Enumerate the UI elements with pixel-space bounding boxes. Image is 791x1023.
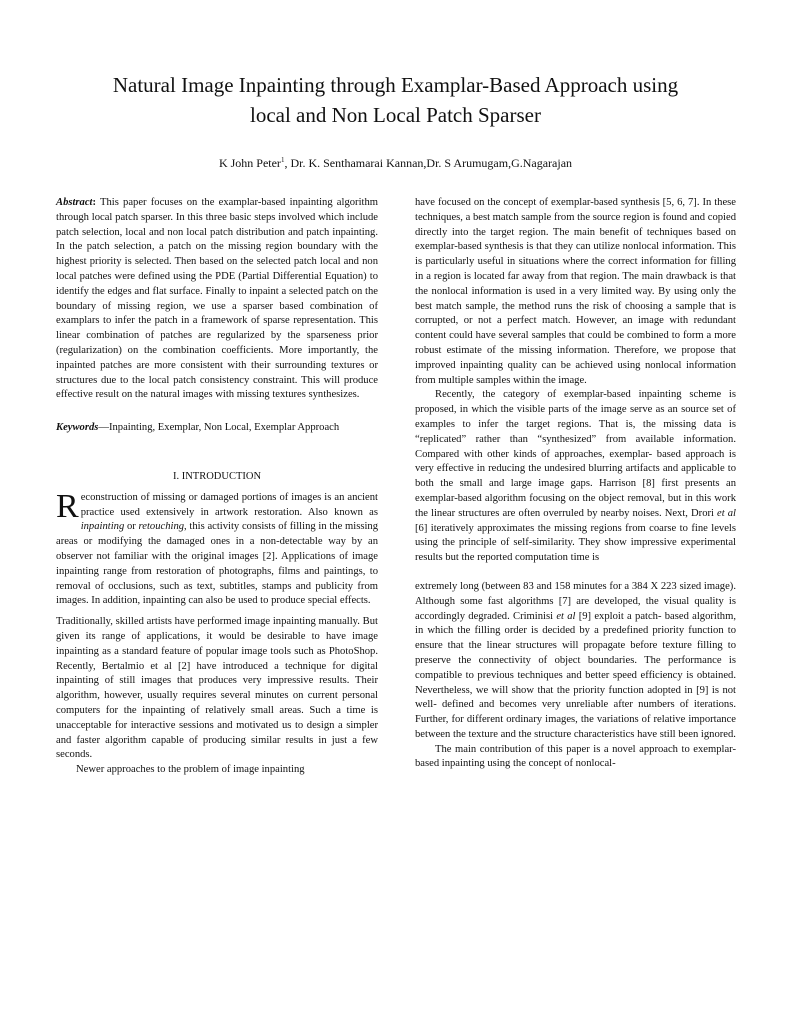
author-line (60, 156, 731, 171)
right-paragraph-1: have focused on the concept of exemplar-based synthesis [5, 6, 7]. In these techniques, a best match sample from the source region is found and copied directly into the target region. The main benefit of techniques based on exemplar-based synthesis is that they can utilize nonlocal information. This is particularly useful in situations where the correct information for filling in a region is located far away from that region. The main drawback is that the nonlocal information is used in a very limited way. By using only the best match sample, the method runs the risk of choosing a sample that is corrupted, or not a perfect match. However, an image with redundant content could have several samples that could be combined to form a more robust estimate of the missing information. Therefore, we propose that improved inpainting quality can be achieved using nonlocal information from multiple samples within the image. (415, 197, 736, 386)
keywords-text: —Inpainting, Exemplar, Non Local, Exemplar Approach (98, 422, 340, 434)
term-retouching: retouching (138, 521, 185, 533)
intro-text-b: or (124, 521, 139, 533)
drop-cap: R (56, 487, 79, 525)
right-p2-text-a: Recently, the category of exemplar-based inpainting scheme is proposed, in which the visible parts of the image serve as an source set of examples to infer the target regions. That is, the missing data is “replicated” rather than “synthesized” from available information. Compared with other kinds of approaches, exemplar- based approach is very effective in reducing the undesired blurring artifacts and applicable to both the small and large image gaps. Harrison [8] first presents an exemplar-based algorithm focusing on the object removal, but in this work the linear structures are often overruled by nearby noises. Next, Drori (415, 389, 736, 519)
abstract-text: This paper focuses on the examplar-based inpainting algorithm through local patch sparser. In this three basic steps involved which include patch selection, local and non local patch distribution and patch inpainting. In the patch selection, a patch on the missing region boundary with the highest priority is selected. Then based on the selected patch local and non local patches were defined using the PDE (Partial Differential Equation) to identify the edges and flat surface. Finally to inpaint a selected patch on the boundary of missing region, we use a sparser based combination of examplars to infer the patch in a framework of sparse representation. This linear combination of patches are regularized by the sparseness prior (regularization) on the combination coefficients. More importantly, the inpainted patches are more consistent with their surrounding textures or structures due to the local patch consistency constraint. This will produce effective result on the natural images with missing textures synthesizes. (56, 197, 378, 401)
right-paragraph-4: The main contribution of this paper is a novel approach to exemplar-based inpainting using the concept of nonlocal- (415, 743, 736, 770)
right-column (415, 196, 736, 772)
title-line-2: local and Non Local Patch Sparser (250, 103, 541, 127)
left-column (56, 196, 378, 778)
et-al-drori: et al (717, 507, 736, 519)
abstract-label: Abstract (56, 197, 93, 208)
abstract (56, 196, 378, 403)
title-line-1: Natural Image Inpainting through Examplar-Based Approach using (112, 73, 679, 97)
intro-paragraph-1 (56, 487, 378, 609)
right-p2-text-b: [6] iteratively approximates the missing regions from coarse to fine levels using the principle of self-similarity. They show impressive experimental results but the reported computation time is (415, 522, 736, 564)
right-p3-text-b: [9] exploit a patch- based algorithm, in which the filling order is decided by a predefined priority function to ensure that the linear structures will propagate before texture filling to preserve the connectivity of object boundaries. The performance is compatible to previous techniques and better speed efficiency is obtained. Nevertheless, we will show that the priority function adopted in [9] is not well- defined and becomes very unreliable after numbers of iterations. Further, for different ordinary images, the variations of relative importance between the texture and the structure characteristics have still been ignored. (415, 610, 736, 740)
intro-paragraph-3: Newer approaches to the problem of image inpainting (76, 764, 305, 776)
et-al-criminisi: et al (556, 610, 576, 622)
right-paragraph-3 (415, 580, 736, 743)
abstract-colon: : (92, 197, 97, 208)
other-authors: , Dr. K. Senthamarai Kannan,Dr. S Arumugam,G.Nagarajan (284, 156, 573, 170)
right-paragraph-2 (415, 388, 736, 566)
intro-text-c: , this activity consists of filling in the missing areas or modifying the damaged ones in a non-detectable way by an observer not familiar with the original images [2]. Applications of image inpainting range from restoration of photographs, films and paintings, to removal of occlusions, such as text, subtitles, stamps and publicity from images. In addition, inpainting can also be used to produce special effects. (56, 521, 378, 607)
section-heading-introduction: I. INTRODUCTION (172, 470, 262, 482)
keywords (56, 421, 378, 436)
first-author: K John Peter (218, 156, 281, 170)
paper-title (60, 70, 731, 130)
term-inpainting: inpainting (80, 521, 125, 533)
keywords-label: Keywords (56, 422, 99, 434)
intro-paragraph-2: Traditionally, skilled artists have performed image inpainting manually. But given its range of applications, it would be desirable to have image inpainting as a standard feature of popular image tools such as PhotoShop. Recently, Bertalmio et al [2] have introduced a technique for digital inpainting of still images that produces very impressive results. Their algorithm, however, usually requires several minutes on current personal computers for the inpainting of relatively small areas. Such a time is unacceptable for interactive sessions and motivated us to design a simpler and faster algorithm capable of producing similar results in just a few seconds. (56, 616, 378, 761)
right-p3-text-a: extremely long (between 83 and 158 minutes for a 384 X 223 sized image). Although some fast algorithms [7] are developed, the visual quality is accordingly degraded. Criminisi (415, 580, 736, 622)
intro-text-a: econstruction of missing or damaged portions of images is an ancient practice used extensively in artwork restoration. Also known as (80, 491, 378, 518)
affiliation-mark: 1 (280, 156, 285, 164)
